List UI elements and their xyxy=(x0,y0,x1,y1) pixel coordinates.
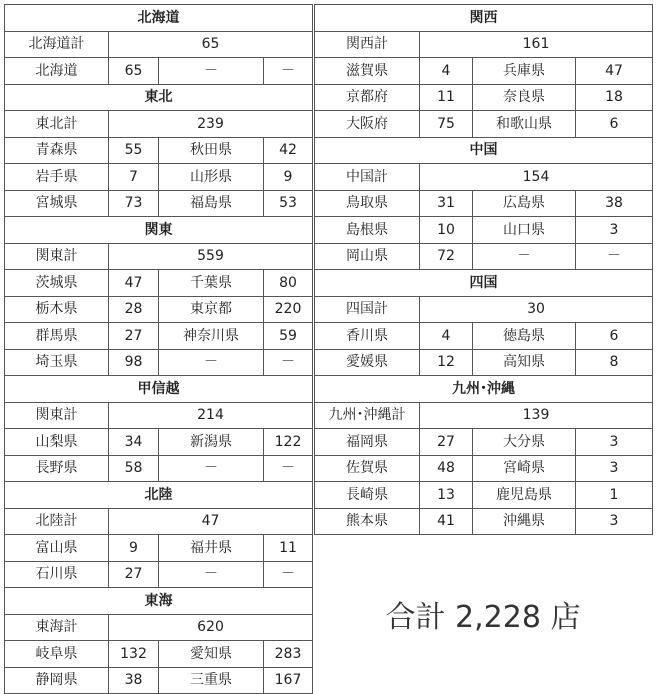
store-count: 27 xyxy=(109,561,159,588)
table-row xyxy=(5,641,313,668)
region-header: 甲信越 xyxy=(5,376,313,403)
region-header: 北海道 xyxy=(5,5,313,32)
table-row xyxy=(315,323,653,350)
store-count: 11 xyxy=(420,84,473,111)
prefecture-name: 栃木県 xyxy=(5,296,109,323)
store-count: 3 xyxy=(576,217,653,244)
prefecture-name: 神奈川県 xyxy=(159,323,264,350)
store-count: － xyxy=(264,455,313,482)
store-count: 38 xyxy=(576,190,653,217)
region-total-value: 214 xyxy=(109,402,313,429)
region-total-value: 620 xyxy=(109,614,313,641)
prefecture-name: － xyxy=(159,58,264,85)
store-count: 47 xyxy=(576,58,653,85)
region-total-value: 239 xyxy=(109,111,313,138)
store-count: － xyxy=(264,349,313,376)
store-count: 47 xyxy=(109,270,159,297)
region-header-row xyxy=(315,137,653,164)
store-count: 41 xyxy=(420,508,473,535)
store-count: 220 xyxy=(264,296,313,323)
region-total-value: 154 xyxy=(420,164,653,191)
prefecture-name: 奈良県 xyxy=(473,84,576,111)
prefecture-name: 京都府 xyxy=(315,84,420,111)
prefecture-name: 福島県 xyxy=(159,190,264,217)
store-count: 6 xyxy=(576,323,653,350)
region-header: 中国 xyxy=(315,137,653,164)
store-count: － xyxy=(576,243,653,270)
prefecture-name: － xyxy=(159,561,264,588)
region-total-value: 161 xyxy=(420,31,653,58)
prefecture-name: 山梨県 xyxy=(5,429,109,456)
region-total-value: 47 xyxy=(109,508,313,535)
prefecture-name: 広島県 xyxy=(473,190,576,217)
store-count: 3 xyxy=(576,508,653,535)
table-row xyxy=(315,508,653,535)
table-row xyxy=(315,429,653,456)
table-row xyxy=(315,243,653,270)
table-row xyxy=(5,455,313,482)
store-count: 73 xyxy=(109,190,159,217)
region-header: 関東 xyxy=(5,217,313,244)
region-header-row xyxy=(5,217,313,244)
table-row xyxy=(5,667,313,694)
prefecture-name: 山形県 xyxy=(159,164,264,191)
prefecture-name: 熊本県 xyxy=(315,508,420,535)
store-count: 58 xyxy=(109,455,159,482)
store-count: 4 xyxy=(420,323,473,350)
table-row xyxy=(315,84,653,111)
table-row xyxy=(315,349,653,376)
prefecture-name: － xyxy=(159,455,264,482)
store-count: 10 xyxy=(420,217,473,244)
region-header: 東北 xyxy=(5,84,313,111)
prefecture-name: 埼玉県 xyxy=(5,349,109,376)
table-row xyxy=(5,190,313,217)
region-total-label: 関東計 xyxy=(5,243,109,270)
store-count: 53 xyxy=(264,190,313,217)
region-total-row xyxy=(315,31,653,58)
store-count: 8 xyxy=(576,349,653,376)
prefecture-name: 岐阜県 xyxy=(5,641,109,668)
left-region-table xyxy=(4,4,313,694)
table-row xyxy=(5,137,313,164)
prefecture-name: 兵庫県 xyxy=(473,58,576,85)
prefecture-name: 東京都 xyxy=(159,296,264,323)
store-count: 28 xyxy=(109,296,159,323)
store-count: 72 xyxy=(420,243,473,270)
store-count: 283 xyxy=(264,641,313,668)
table-row xyxy=(5,561,313,588)
prefecture-name: 青森県 xyxy=(5,137,109,164)
table-row xyxy=(5,270,313,297)
prefecture-name: 福井県 xyxy=(159,535,264,562)
prefecture-name: 愛媛県 xyxy=(315,349,420,376)
table-row xyxy=(5,164,313,191)
table-row xyxy=(315,455,653,482)
store-count: 12 xyxy=(420,349,473,376)
table-row xyxy=(5,323,313,350)
region-total-label: 東北計 xyxy=(5,111,109,138)
region-total-value: 139 xyxy=(420,402,653,429)
store-count: 59 xyxy=(264,323,313,350)
prefecture-name: 沖縄県 xyxy=(473,508,576,535)
region-total-label: 関西計 xyxy=(315,31,420,58)
table-row xyxy=(5,296,313,323)
store-count: 9 xyxy=(109,535,159,562)
prefecture-name: 長野県 xyxy=(5,455,109,482)
store-count: 13 xyxy=(420,482,473,509)
store-count: 38 xyxy=(109,667,159,694)
table-row xyxy=(5,349,313,376)
region-total-row xyxy=(5,614,313,641)
region-header: 九州･沖縄 xyxy=(315,376,653,403)
store-count: 42 xyxy=(264,137,313,164)
prefecture-name: 鳥取県 xyxy=(315,190,420,217)
store-count: 3 xyxy=(576,429,653,456)
prefecture-name: 三重県 xyxy=(159,667,264,694)
region-total-label: 北陸計 xyxy=(5,508,109,535)
table-row xyxy=(315,111,653,138)
store-count: 3 xyxy=(576,455,653,482)
store-count: － xyxy=(264,561,313,588)
prefecture-name: 福岡県 xyxy=(315,429,420,456)
prefecture-name: 石川県 xyxy=(5,561,109,588)
region-total-label: 九州･沖縄計 xyxy=(315,402,420,429)
region-header: 関西 xyxy=(315,5,653,32)
store-count: 98 xyxy=(109,349,159,376)
prefecture-name: 群馬県 xyxy=(5,323,109,350)
prefecture-name: 愛知県 xyxy=(159,641,264,668)
region-total-row xyxy=(315,296,653,323)
region-header-row xyxy=(5,5,313,32)
table-row xyxy=(5,58,313,85)
table-row xyxy=(5,535,313,562)
store-count: 9 xyxy=(264,164,313,191)
prefecture-name: － xyxy=(473,243,576,270)
region-total-value: 559 xyxy=(109,243,313,270)
store-count: 80 xyxy=(264,270,313,297)
prefecture-name: 岩手県 xyxy=(5,164,109,191)
prefecture-name: 山口県 xyxy=(473,217,576,244)
region-total-label: 関東計 xyxy=(5,402,109,429)
right-region-table xyxy=(314,4,653,535)
store-count: 27 xyxy=(109,323,159,350)
store-count: 11 xyxy=(264,535,313,562)
region-header-row xyxy=(315,270,653,297)
region-total-row xyxy=(5,243,313,270)
region-header-row xyxy=(5,84,313,111)
prefecture-name: 香川県 xyxy=(315,323,420,350)
region-total-label: 東海計 xyxy=(5,614,109,641)
store-count: 55 xyxy=(109,137,159,164)
region-total-value: 65 xyxy=(109,31,313,58)
prefecture-name: 千葉県 xyxy=(159,270,264,297)
region-total-label: 四国計 xyxy=(315,296,420,323)
region-total-row xyxy=(5,508,313,535)
prefecture-name: 佐賀県 xyxy=(315,455,420,482)
store-count: 122 xyxy=(264,429,313,456)
prefecture-name: 高知県 xyxy=(473,349,576,376)
region-header-row xyxy=(5,482,313,509)
region-header-row xyxy=(315,376,653,403)
prefecture-name: － xyxy=(159,349,264,376)
store-count: 4 xyxy=(420,58,473,85)
region-total-label: 北海道計 xyxy=(5,31,109,58)
prefecture-name: 大分県 xyxy=(473,429,576,456)
grand-total: 合計 2,228 店 xyxy=(385,600,581,635)
prefecture-name: 鹿児島県 xyxy=(473,482,576,509)
prefecture-name: 北海道 xyxy=(5,58,109,85)
region-header: 四国 xyxy=(315,270,653,297)
prefecture-name: 新潟県 xyxy=(159,429,264,456)
region-total-row xyxy=(5,402,313,429)
prefecture-name: 宮崎県 xyxy=(473,455,576,482)
store-count: 7 xyxy=(109,164,159,191)
prefecture-name: 滋賀県 xyxy=(315,58,420,85)
store-count: 65 xyxy=(109,58,159,85)
table-row xyxy=(315,58,653,85)
store-count: 34 xyxy=(109,429,159,456)
prefecture-name: 岡山県 xyxy=(315,243,420,270)
region-header-row xyxy=(5,588,313,615)
store-count: 167 xyxy=(264,667,313,694)
region-total-row xyxy=(315,402,653,429)
store-count: 48 xyxy=(420,455,473,482)
prefecture-name: 茨城県 xyxy=(5,270,109,297)
store-count: 132 xyxy=(109,641,159,668)
region-header: 北陸 xyxy=(5,482,313,509)
store-count: 27 xyxy=(420,429,473,456)
prefecture-name: 宮城県 xyxy=(5,190,109,217)
table-row xyxy=(315,217,653,244)
prefecture-name: 長崎県 xyxy=(315,482,420,509)
region-header: 東海 xyxy=(5,588,313,615)
region-total-row xyxy=(5,31,313,58)
prefecture-name: 富山県 xyxy=(5,535,109,562)
region-header-row xyxy=(315,5,653,32)
prefecture-name: 静岡県 xyxy=(5,667,109,694)
prefecture-name: 和歌山県 xyxy=(473,111,576,138)
prefecture-name: 島根県 xyxy=(315,217,420,244)
region-total-row xyxy=(5,111,313,138)
store-count: 1 xyxy=(576,482,653,509)
table-row xyxy=(315,190,653,217)
region-total-label: 中国計 xyxy=(315,164,420,191)
table-row xyxy=(315,482,653,509)
store-count: － xyxy=(264,58,313,85)
store-count: 6 xyxy=(576,111,653,138)
prefecture-name: 徳島県 xyxy=(473,323,576,350)
region-total-value: 30 xyxy=(420,296,653,323)
prefecture-name: 秋田県 xyxy=(159,137,264,164)
region-total-row xyxy=(315,164,653,191)
store-count: 18 xyxy=(576,84,653,111)
store-count: 75 xyxy=(420,111,473,138)
prefecture-name: 大阪府 xyxy=(315,111,420,138)
region-header-row xyxy=(5,376,313,403)
table-row xyxy=(5,429,313,456)
store-count: 31 xyxy=(420,190,473,217)
